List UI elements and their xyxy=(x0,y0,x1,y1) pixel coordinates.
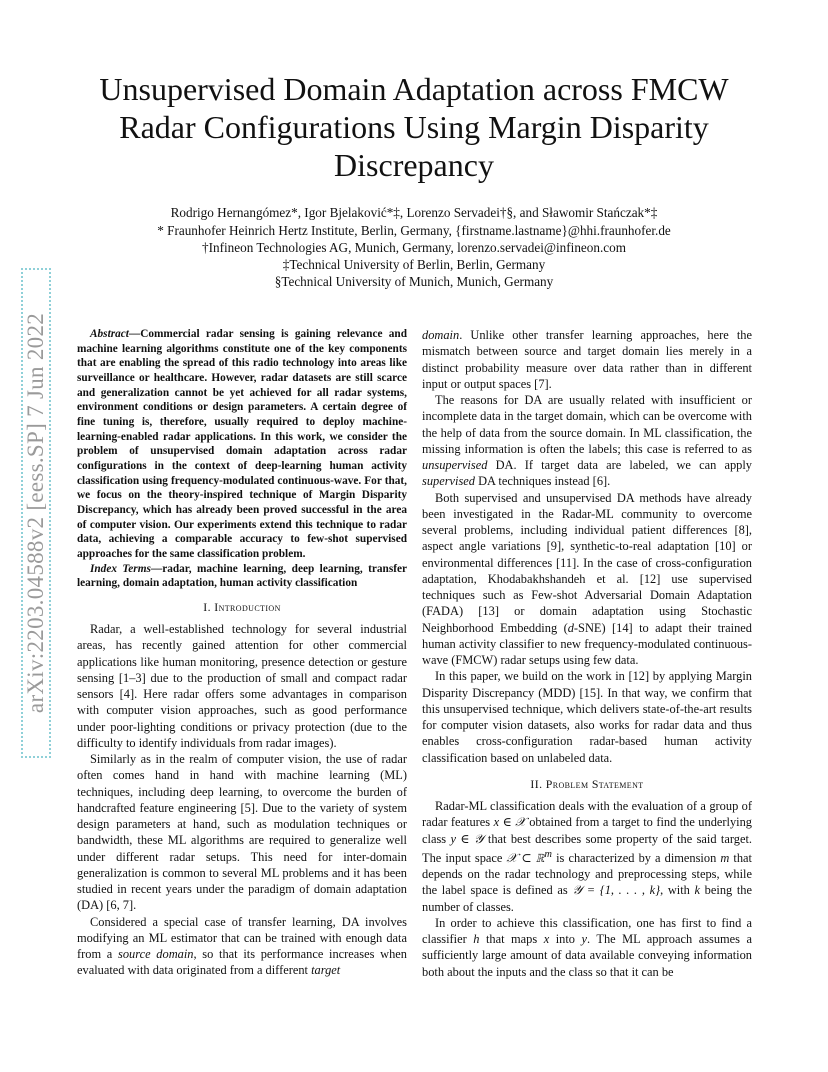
intro-paragraph-3: Considered a special case of transfer learning, DA involves modifying an ML estimator that can be trained with enough data from a source domain, so that its performance increases when evaluated with data originated from a different target xyxy=(77,914,408,978)
abstract xyxy=(77,327,407,562)
section-heading-problem-statement: II. Problem Statement xyxy=(530,776,644,791)
index-terms-label: Index Terms xyxy=(90,562,151,575)
intro-paragraph-6: In this paper, we build on the work in [12] by applying Margin Disparity Discrepancy (MDD) [15]. In that way, we confirm that this unsupervised technique, which delivers state-of-the-art results for computer vision datasets, also works for radar data and thus enables cross-configuration radar-based human activity classification based on unlabeled data. xyxy=(422,669,752,765)
author-block xyxy=(60,204,768,290)
problem-paragraph-2: In order to achieve this classification, one has first to find a classifier h that maps x into y. The ML approach assumes a sufficiently large amount of data available conveying information both about the inputs and the class so that it can be xyxy=(422,915,752,979)
affiliation-3: ‡Technical University of Berlin, Berlin, Germany xyxy=(282,257,546,272)
affiliation-4: §Technical University of Munich, Munich, Germany xyxy=(274,274,554,289)
affiliation-2: †Infineon Technologies AG, Munich, Germany, lorenzo.servadei@infineon.com xyxy=(202,240,626,255)
paper-title: Unsupervised Domain Adaptation across FMCW Radar Configurations Using Margin Disparity Discrepancy xyxy=(99,71,729,183)
section-heading-introduction: I. Introduction xyxy=(203,599,281,614)
abstract-label: Abstract xyxy=(90,328,129,340)
arxiv-id: arXiv:2203.04588v2 [eess.SP] 7 Jun 2022 xyxy=(23,312,49,714)
right-column xyxy=(422,327,752,980)
affiliation-1: * Fraunhofer Heinrich Hertz Institute, Berlin, Germany, {firstname.lastname}@hhi.fraunhofer.de xyxy=(157,223,671,238)
intro-paragraph-1: Radar, a well-established technology for several industrial areas, has recently gained attention for other commercial applications like human monitoring, presence detection or gesture sensing [1–3] due to the production of small and compact radar sensors [4]. Here radar offers some advantages in comparison with computer vision approaches, such as good performance under poor-lighting conditions or privacy protection (due to the difficulty to identify individuals from radar images). xyxy=(77,622,407,750)
intro-paragraph-4: The reasons for DA are usually related with insufficient or incomplete data in the target domain, which can be overcome with the help of data from the source domain. In ML classification, the missing information is often the labels; this case is referred to as unsupervised DA. If target data are labeled, we can apply supervised DA techniques instead [6]. xyxy=(422,393,752,489)
author-names: Rodrigo Hernangómez*, Igor Bjelaković*‡, Lorenzo Servadei†§, and Sławomir Stańczak*‡ xyxy=(170,205,658,220)
intro-paragraph-2: Similarly as in the realm of computer vision, the use of radar often comes hand in hand with machine learning (ML) techniques, including deep learning, to overcome the burden of handcrafted feature engineering [5]. Due to the variety of system design parameters at hand, such as modulation techniques or bandwidth, these ML algorithms are required to generalize well under different radar setups. This need for inter-domain generalization is common to several ML problems and it has been studied in recent years under the paradigm of domain adaptation (DA) [6, 7]. xyxy=(77,752,407,913)
left-column xyxy=(77,327,407,979)
problem-paragraph-1: Radar-ML classification deals with the evaluation of a group of radar features x ∈ 𝒳 obtained from a target to find the underlying class y ∈ 𝒴 that best describes some property of the said target. The input space 𝒳 ⊂ ℝ$^m$ is characterized by a dimension m that depends on the radar technology and preprocessing steps, while the label space is defined as 𝒴 = {1, . . . , k}, with k being the number of classes. xyxy=(422,799,752,914)
intro-paragraph-3-continued: domain. Unlike other transfer learning approaches, here the mismatch between source and target domain lies merely in a distinct probability measure over data rather than in different input or output spaces [7]. xyxy=(422,328,752,391)
index-terms xyxy=(77,562,407,591)
arxiv-stamp xyxy=(21,268,51,758)
intro-paragraph-5: Both supervised and unsupervised DA methods have already been investigated in the Radar-ML community to overcome several problems, including individual patient differences [8], aspect angle variations [9], synthetic-to-real adaptation [10] or environmental differences [11]. In the case of cross-configuration adaptation, Khodabakhshandeh et al. [12] use supervised techniques such as Few-shot Adversarial Domain Adaptation (FADA) [13] or domain adaptation using Stochastic Neighborhood Embedding (d-SNE) [14] to adapt their trained human activity classifier to new frequency-modulated continuous-wave (FMCW) radar setups using few data. xyxy=(422,490,752,667)
abstract-text: —Commercial radar sensing is gaining relevance and machine learning algorithms constitute one of the key components that are enabling the spread of this radio technology into areas like surveillance or healthcare. However, radar datasets are still scarce and generalization cannot be yet achieved for all radar systems, environment conditions or design parameters. A certain degree of fine tuning is, therefore, usually required to deploy machine-learning-enabled radar applications. In this work, we consider the problem of unsupervised domain adaptation across radar configurations in the context of deep-learning human activity classification using frequency-modulated continuous-wave. For that, we focus on the theory-inspired technique of Margin Disparity Discrepancy, which has already been proved successful in the area of computer vision. Our experiments extend this technique to radar data, achieving a comparable accuracy to few-shot supervised approaches for the same classification problem. xyxy=(77,328,407,560)
index-terms-text: —radar, machine learning, deep learning, transfer learning, domain adaptation, human activity classification xyxy=(77,562,408,590)
